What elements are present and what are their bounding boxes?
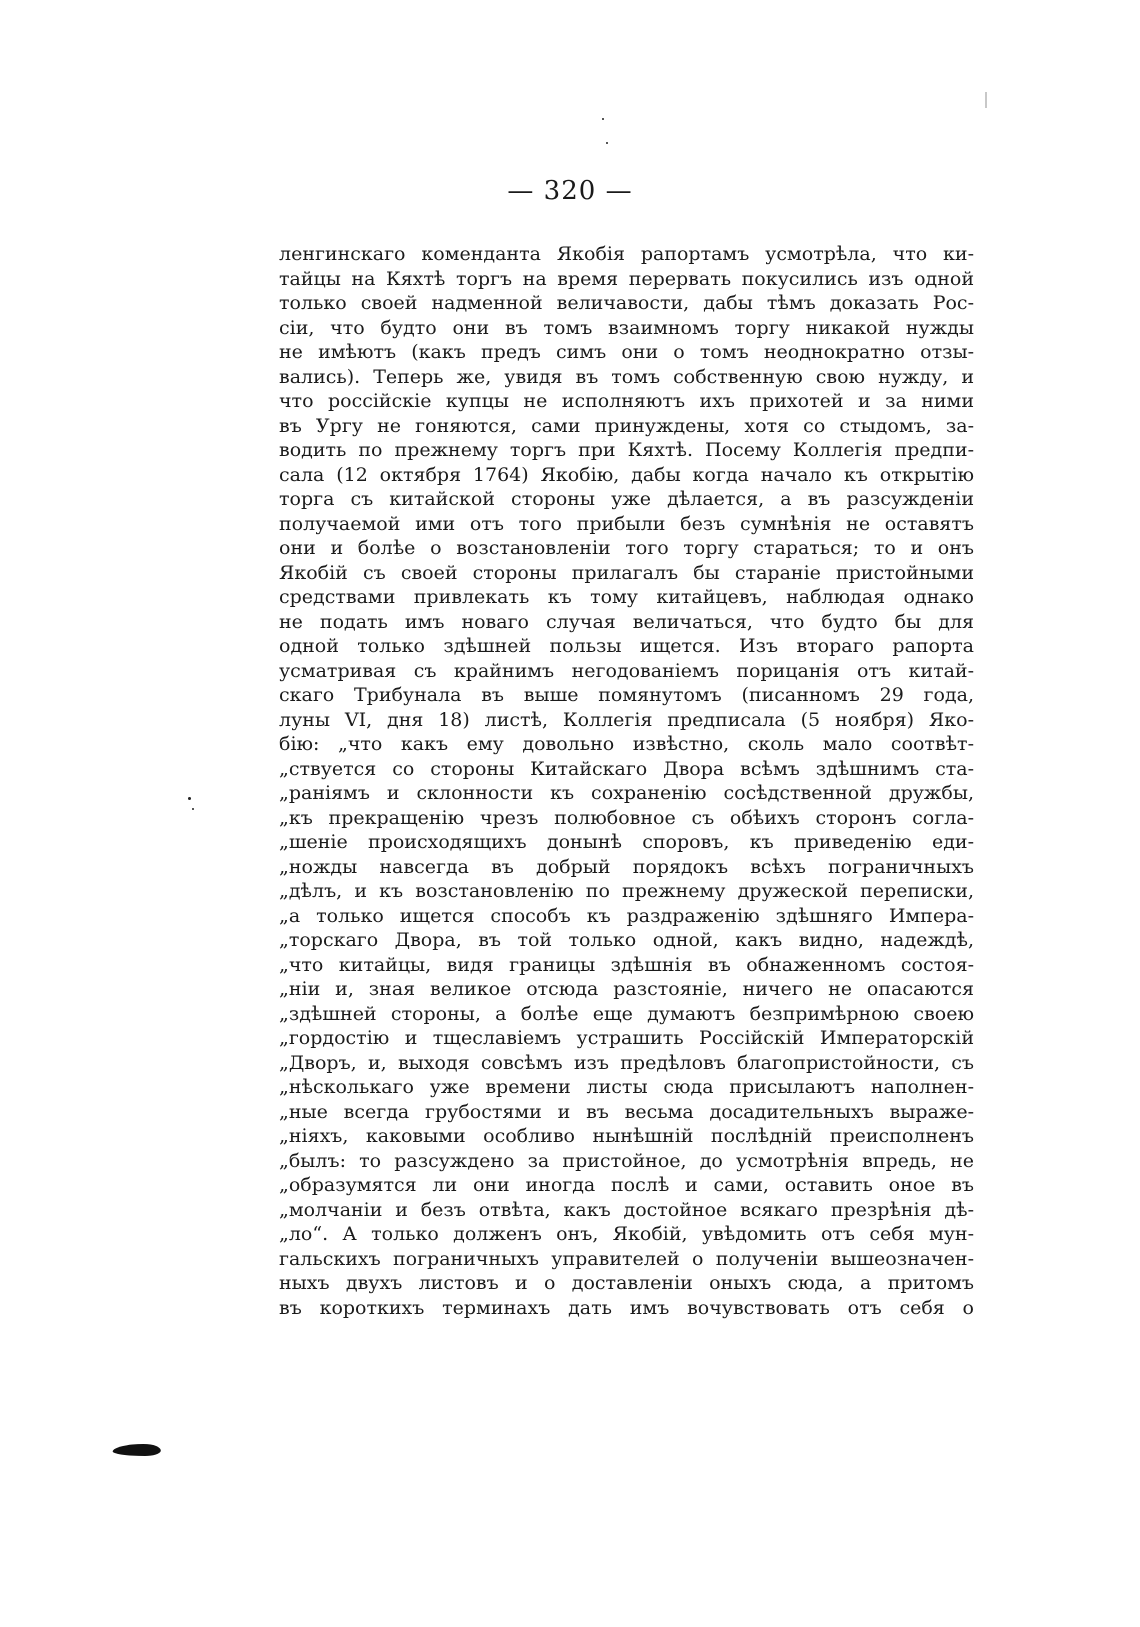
text-line: бію: „что какъ ему довольно извѣстно, сколь мало соотвѣт- — [279, 733, 974, 755]
text-line: „торскаго Двора, въ той только одной, какъ видно, надеждѣ, — [279, 929, 974, 951]
scan-edge-mark — [985, 92, 987, 108]
text-line: одной только здѣшней пользы ищется. Изъ втораго рапорта — [279, 635, 974, 657]
text-line: не имѣютъ (какъ предъ симъ они о томъ неоднократно отзы- — [279, 341, 974, 363]
text-line: вались). Теперь же, увидя въ томъ собственную свою нужду, и — [279, 365, 974, 388]
text-line: усматривая съ крайнимъ негодованіемъ порицанія отъ китай- — [279, 659, 974, 682]
text-line: „гордостію и тщеславіемъ устрашить Россійскій Императорскій — [279, 1027, 974, 1049]
text-line: въ Ургу не гоняются, сами принуждены, хотя со стыдомъ, за- — [279, 414, 974, 437]
text-line: луны VI, дня 18) листѣ, Коллегія предписала (5 ноября) Яко- — [279, 708, 974, 731]
text-line: „образумятся ли они иногда послѣ и сами, оставить оное въ — [279, 1174, 974, 1196]
text-line: средствами привлекать къ тому китайцевъ, наблюдая однако — [279, 586, 974, 608]
text-line: „ніяхъ, каковыми особливо нынѣшній послѣдній преисполненъ — [279, 1125, 974, 1147]
text-line: „шеніе происходящихъ донынѣ споровъ, къ приведенію еди- — [279, 831, 974, 853]
text-line: въ короткихъ терминахъ дать имъ вочувствовать отъ себя о — [279, 1296, 974, 1319]
scan-speck — [606, 142, 608, 144]
text-line: ныхъ двухъ листовъ и о доставленіи оныхъ сюда, а притомъ — [279, 1272, 974, 1294]
text-line: сала (12 октября 1764) Якобію, дабы когда начало къ открытію — [279, 463, 974, 486]
ink-blot — [111, 1444, 162, 1456]
text-line: „а только ищется способъ къ раздраженію здѣшняго Импера- — [279, 904, 974, 927]
page-number: — 320 — — [507, 176, 633, 206]
text-line: Якобій съ своей стороны прилагалъ бы стараніе пристойными — [279, 561, 974, 584]
text-line: „раніямъ и склонности къ сохраненію сосѣдственной дружбы, — [279, 782, 974, 804]
text-line: скаго Трибунала въ выше помянутомъ (писанномъ 29 года, — [279, 684, 974, 706]
text-line: „здѣшней стороны, а болѣе еще думаютъ безпримѣрною своею — [279, 1002, 974, 1025]
text-line: „дѣлъ, и къ возстановленію по прежнему дружеской переписки, — [279, 880, 974, 902]
text-line: „ножды навсегда въ добрый порядокъ всѣхъ пограничныхъ — [279, 855, 974, 878]
text-line: „былъ: то разсуждено за пристойное, до усмотрѣнія впредь, не — [279, 1149, 974, 1172]
text-line: „ло“. А только долженъ онъ, Якобій, увѣдомить отъ себя мун- — [279, 1223, 974, 1245]
scan-speck — [188, 797, 191, 800]
text-line: не подать имъ новаго случая величаться, что будто бы для — [279, 610, 974, 633]
text-line: они и болѣе о возстановленіи того торгу стараться; то и онъ — [279, 537, 974, 559]
text-line: „ные всегда грубостями и въ весьма досадительныхъ выраже- — [279, 1100, 974, 1123]
text-line: „ствуется со стороны Китайскаго Двора всѣмъ здѣшнимъ ста- — [279, 757, 974, 780]
body-text — [279, 242, 974, 1320]
text-line: водить по прежнему торгъ при Кяхтѣ. Посему Коллегія предпи- — [279, 439, 974, 461]
text-line: сіи, что будто они въ томъ взаимномъ торгу никакой нужды — [279, 316, 974, 339]
text-line: „нѣсколькаго уже времени листы сюда присылаютъ наполнен- — [279, 1076, 974, 1098]
text-line: „къ прекращенію чрезъ полюбовное съ обѣихъ сторонъ согла- — [279, 806, 974, 829]
text-line: „молчаніи и безъ отвѣта, какъ достойное всякаго презрѣнія дѣ- — [279, 1198, 974, 1221]
text-line: „ніи и, зная великое отсюда разстояніе, ничего не опасаются — [279, 978, 974, 1000]
text-line: „Дворъ, и, выходя совсѣмъ изъ предѣловъ благопристойности, съ — [279, 1051, 974, 1074]
text-line: получаемой ими отъ того прибыли безъ сумнѣнія не оставятъ — [279, 512, 974, 535]
text-line: тайцы на Кяхтѣ торгъ на время перервать покусились изъ одной — [279, 267, 974, 290]
text-line: только своей надменной величавости, дабы тѣмъ доказать Рос- — [279, 292, 974, 314]
scan-speck — [192, 808, 194, 810]
text-line: торга съ китайской стороны уже дѣлается, а въ разсужденіи — [279, 488, 974, 510]
text-line: ленгинскаго коменданта Якобія рапортамъ усмотрѣла, что ки- — [279, 243, 974, 265]
text-line: гальскихъ пограничныхъ управителей о полученіи вышеозначен- — [279, 1247, 974, 1270]
text-line: „что китайцы, видя границы здѣшнія въ обнаженномъ состоя- — [279, 953, 974, 976]
text-line: что россійскіе купцы не исполняютъ ихъ прихотей и за ними — [279, 390, 974, 412]
scan-speck — [602, 118, 604, 120]
